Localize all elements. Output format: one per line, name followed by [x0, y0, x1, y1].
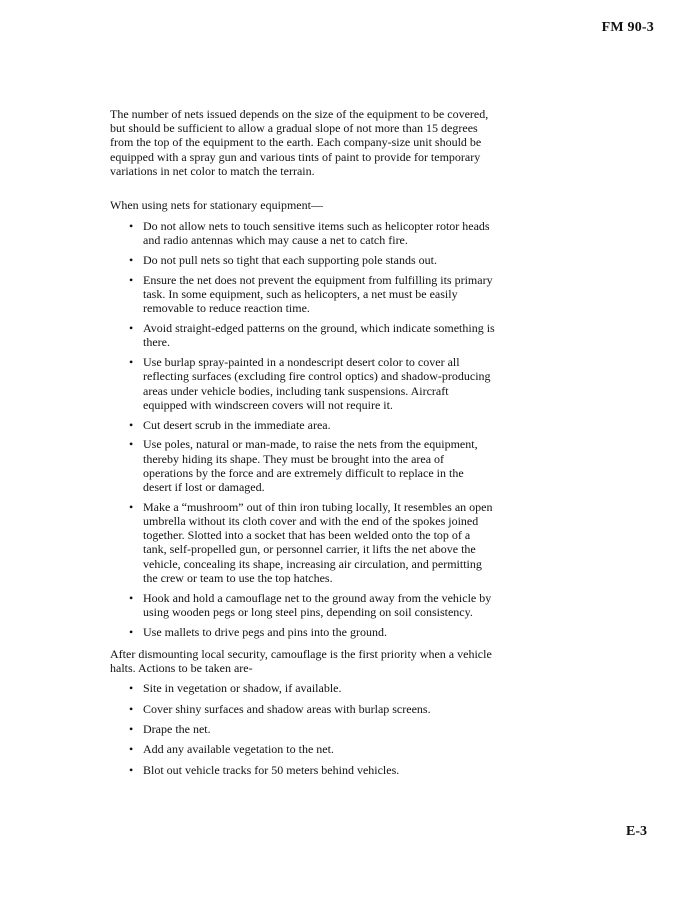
page-body — [110, 107, 495, 783]
list-item: • Site in vegetation or shadow, if available. — [129, 681, 342, 696]
list-item: • Use mallets to drive pegs and pins into the ground. — [129, 624, 387, 639]
list-item: • Avoid straight-edged patterns on the ground, which indicate something is there. — [129, 321, 495, 350]
list-item: • Add any available vegetation to the net. — [129, 742, 334, 757]
list-item: • Drape the net. — [129, 722, 211, 737]
bullet-icon: • — [129, 762, 134, 777]
bullet-icon: • — [129, 499, 134, 514]
bullet-icon: • — [129, 590, 134, 605]
stationary-equipment-list — [110, 219, 495, 639]
list-item: • Use poles, natural or man-made, to raise the nets from the equipment, thereby hiding its shape. They must be brought into the area of operations by the force and are extremely difficult to replace in the desert if lost or damaged. — [129, 437, 478, 495]
bullet-icon: • — [129, 437, 134, 452]
list-item: • Ensure the net does not prevent the equipment from fulfilling its primary task. In some equipment, such as helicopters, a net must be easily removable to reduce reaction time. — [129, 273, 493, 316]
list-item: • Cut desert scrub in the immediate area. — [129, 417, 331, 432]
bullet-icon: • — [129, 624, 134, 639]
list-item: • Cover shiny surfaces and shadow areas with burlap screens. — [129, 701, 431, 716]
list-item: • Use burlap spray-painted in a nondescript desert color to cover all reflecting surfaces (excluding fire control optics) and shadow-producing areas under vehicle bodies, including tank suspensions. Aircraft equipped with windscreen covers will not require it. — [129, 355, 491, 412]
bullet-icon: • — [129, 722, 134, 737]
bullet-icon: • — [129, 273, 134, 288]
bullet-icon: • — [129, 219, 134, 234]
list-item: • Do not allow nets to touch sensitive items such as helicopter rotor heads and radio antennas which may cause a net to catch fire. — [129, 219, 490, 248]
page-number: E-3 — [626, 824, 647, 839]
paragraph-stationary-intro: When using nets for stationary equipment— — [110, 198, 323, 213]
bullet-icon: • — [129, 321, 134, 336]
paragraph-vehicle-halt: After dismounting local security, camouflage is the first priority when a vehicle halts. Actions to be taken are- — [110, 646, 492, 676]
paragraph-net-quantity: The number of nets issued depends on the size of the equipment to be covered, but should be sufficient to allow a gradual slope of not more than 15 degrees from the top of the equipment to the earth. Each company-size unit should be equipped with a spray gun and various tints of paint to provide for temporary variations in net color to match the terrain. — [110, 107, 489, 178]
document-id-header: FM 90-3 — [601, 20, 654, 35]
list-item: • Make a “mushroom” out of thin iron tubing locally, It resembles an open umbrella without its cloth cover and with the end of the spokes joined together. Slotted into a socket that has been welded onto the top of a tank, self-propelled gun, or personnel carrier, it lifts the net above the vehicle, concealing its shape, increasing air circulation, and permitting the crew or team to use the top hatches. — [129, 499, 493, 585]
vehicle-halt-actions-list — [110, 681, 495, 777]
list-item: • Hook and hold a camouflage net to the ground away from the vehicle by using wooden pegs or long steel pins, depending on soil consistency. — [129, 590, 492, 619]
bullet-icon: • — [129, 681, 134, 696]
bullet-icon: • — [129, 701, 134, 716]
bullet-icon: • — [129, 355, 134, 370]
bullet-icon: • — [129, 417, 134, 432]
bullet-icon: • — [129, 253, 134, 268]
list-item: • Do not pull nets so tight that each supporting pole stands out. — [129, 253, 437, 268]
list-item: • Blot out vehicle tracks for 50 meters behind vehicles. — [129, 762, 400, 777]
bullet-icon: • — [129, 742, 134, 757]
